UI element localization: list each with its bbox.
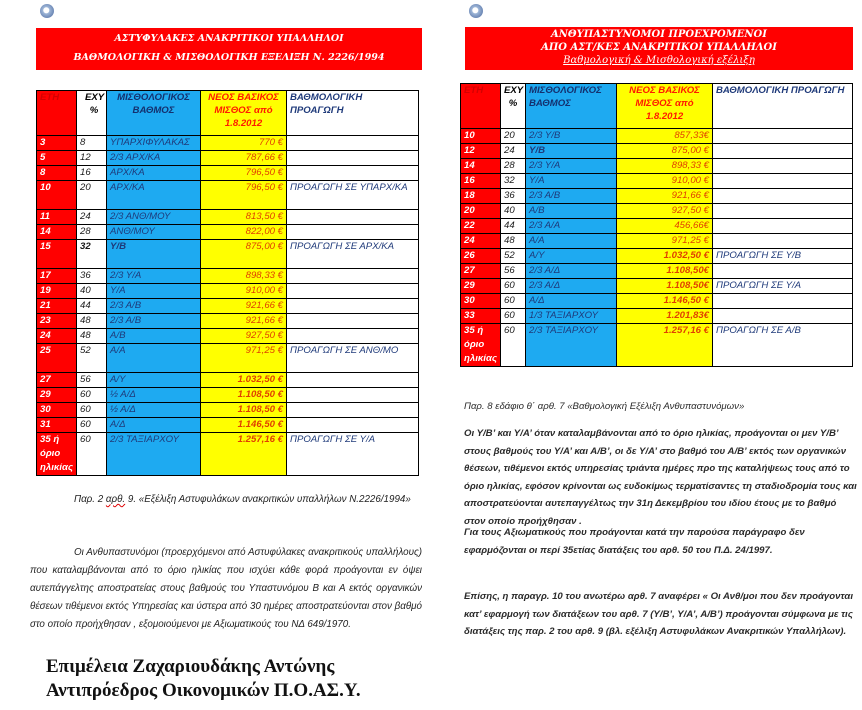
salary-cell: 921,66 € <box>201 299 287 314</box>
promotion-cell <box>713 144 853 159</box>
years-cell: 17 <box>37 269 77 284</box>
years-cell: 16 <box>461 174 501 189</box>
salary-cell: 971,25 € <box>201 344 287 373</box>
left-heading-rest: 9. «Εξέλιξη Αστυφυλάκων ανακριτικών υπαλλήλων Ν.2226/1994» <box>125 494 411 505</box>
years-cell: 29 <box>461 279 501 294</box>
salary-cell: 1.108,50€ <box>617 279 713 294</box>
salary-cell: 921,66 € <box>201 314 287 329</box>
table-row <box>461 189 853 204</box>
grade-cell: 2/3 ΤΑΞΙΑΡΧΟΥ <box>526 324 617 367</box>
exy-cell: 56 <box>501 264 526 279</box>
grade-cell: 1/3 ΤΑΞΙΑΡΧΟΥ <box>526 309 617 324</box>
header-grade: ΜΙΣΘΟΛΟΓΙΚΟΣ ΒΑΘΜΟΣ <box>107 91 201 136</box>
header-salary: ΝΕΟΣ ΒΑΣΙΚΟΣ ΜΙΣΘΟΣ από 1.8.2012 <box>201 91 287 136</box>
table-row <box>461 324 853 367</box>
promotion-cell <box>287 418 419 433</box>
exy-cell: 44 <box>501 219 526 234</box>
left-heading-prefix: Παρ. 2 <box>74 494 106 505</box>
grade-cell: 2/3 Α/Α <box>526 219 617 234</box>
promotion-cell <box>287 166 419 181</box>
salary-cell: 1.146,50 € <box>201 418 287 433</box>
years-cell: 14 <box>37 225 77 240</box>
right-title-line3: Βαθμολογική & Μισθολογική εξέλιξη <box>563 55 755 66</box>
grade-cell: Α/Β <box>526 204 617 219</box>
salary-cell: 875,00 € <box>201 240 287 269</box>
table-row <box>461 174 853 189</box>
salary-cell: 1.257,16 € <box>617 324 713 367</box>
header-exy-label: ΕΧΥ % <box>504 85 524 109</box>
table-row <box>37 166 419 181</box>
promotion-cell <box>287 403 419 418</box>
grade-cell: 2/3 Υ/Α <box>107 269 201 284</box>
promotion-cell: ΠΡΟΑΓΩΓΗ ΣΕ Υ/Α <box>287 433 419 476</box>
credit-line2: Αντιπρόεδρος Οικονομικών Π.Ο.ΑΣ.Υ. <box>46 680 361 701</box>
grade-cell: Α/Υ <box>526 249 617 264</box>
years-cell: 24 <box>461 234 501 249</box>
exy-cell: 60 <box>501 279 526 294</box>
table-row <box>461 219 853 234</box>
promotion-cell <box>713 159 853 174</box>
right-text-heading: Παρ. 8 εδάφιο θ΄ αρθ. 7 «Βαθμολογική Εξέλιξη Ανθυπαστυνόμων» <box>464 401 745 412</box>
exy-cell: 60 <box>501 324 526 367</box>
promotion-cell <box>713 174 853 189</box>
header-exy <box>77 91 107 136</box>
salary-cell: 787,66 € <box>201 151 287 166</box>
exy-cell: 32 <box>77 240 107 269</box>
header-grade: ΜΙΣΘΟΛΟΓΙΚΟΣ ΒΑΘΜΟΣ <box>526 84 617 129</box>
table-row <box>37 269 419 284</box>
grade-cell: ΑΡΧ/ΚΑ <box>107 166 201 181</box>
promotion-cell <box>713 189 853 204</box>
table-row <box>37 225 419 240</box>
grade-cell: 2/3 ΑΝΘ/ΜΟΥ <box>107 210 201 225</box>
promotion-cell <box>713 264 853 279</box>
table-row <box>461 279 853 294</box>
salary-cell: 1.108,50 € <box>201 388 287 403</box>
promotion-cell <box>287 151 419 166</box>
grade-cell: Υ/Β <box>107 240 201 269</box>
years-cell: 21 <box>37 299 77 314</box>
salary-cell: 898,33 € <box>201 269 287 284</box>
grade-cell: Α/Α <box>107 344 201 373</box>
years-cell: 33 <box>461 309 501 324</box>
grade-cell: Α/Α <box>526 234 617 249</box>
header-promotion: ΒΑΘΜΟΛΟΓΙΚΗ ΠΡΟΑΓΩΓΗ <box>287 91 419 136</box>
right-text-para3: Επίσης, η παραγρ. 10 του ανωτέρω αρθ. 7 αναφέρει « Οι Ανθ/μοι που δεν προάγονται κατ’ εφαρμογή των διατάξεων του αρθ. 7 (Υ/Β’, Υ/Α’, Α/Β’) προάγονται σύμφωνα με τις διατάξεις της παρ. 2 του αρθ. 9 (βλ. εξέλιξη Αστυφυλάκων Ανακριτικών Υπαλλήλων). <box>464 591 853 637</box>
years-cell: 11 <box>37 210 77 225</box>
promotion-cell: ΠΡΟΑΓΩΓΗ ΣΕ ΑΝΘ/ΜΟ <box>287 344 419 373</box>
years-cell: 10 <box>461 129 501 144</box>
exy-cell: 60 <box>501 309 526 324</box>
grade-cell: Υ/Α <box>107 284 201 299</box>
table-row <box>37 433 419 476</box>
years-cell: 26 <box>461 249 501 264</box>
table-row <box>461 264 853 279</box>
grade-cell: ½ Α/Δ <box>107 388 201 403</box>
right-title-line2: ΑΠΟ ΑΣΤ/ΚΕΣ ΑΝΑΚΡΙΤΙΚΟΙ ΥΠΑΛΛΗΛΟΙ <box>541 42 777 53</box>
grade-cell: Α/Β <box>107 329 201 344</box>
grade-cell: ½ Α/Δ <box>107 403 201 418</box>
promotion-cell <box>713 219 853 234</box>
exy-cell: 44 <box>77 299 107 314</box>
table-row <box>461 294 853 309</box>
header-salary: ΝΕΟΣ ΒΑΣΙΚΟΣ ΜΙΣΘΟΣ από 1.8.2012 <box>617 84 713 129</box>
right-title-banner <box>465 27 853 70</box>
years-cell: 29 <box>37 388 77 403</box>
salary-cell: 875,00 € <box>617 144 713 159</box>
left-title-line1: ΑΣΤΥΦΥΛΑΚΕΣ ΑΝΑΚΡΙΤΙΚΟΙ ΥΠΑΛΛΗΛΟΙ <box>114 33 344 44</box>
exy-cell: 60 <box>77 418 107 433</box>
exy-cell: 8 <box>77 136 107 151</box>
promotion-cell: ΠΡΟΑΓΩΓΗ ΣΕ Υ/Α <box>713 279 853 294</box>
table-row <box>37 284 419 299</box>
left-text-heading <box>30 491 422 509</box>
years-cell: 14 <box>461 159 501 174</box>
salary-cell: 796,50 € <box>201 166 287 181</box>
promotion-cell <box>287 388 419 403</box>
right-table-body <box>461 129 853 367</box>
years-cell: 3 <box>37 136 77 151</box>
salary-cell: 898,33 € <box>617 159 713 174</box>
grade-cell: ΑΡΧ/ΚΑ <box>107 181 201 210</box>
exy-cell: 28 <box>501 159 526 174</box>
years-cell: 8 <box>37 166 77 181</box>
salary-cell: 857,33€ <box>617 129 713 144</box>
years-cell: 24 <box>37 329 77 344</box>
credit-line1: Επιμέλεια Ζαχαριουδάκης Αντώνης <box>46 656 335 677</box>
table-row <box>37 418 419 433</box>
right-salary-table <box>460 83 853 367</box>
exy-cell: 48 <box>77 329 107 344</box>
promotion-cell <box>287 225 419 240</box>
grade-cell: 2/3 Α/Δ <box>526 279 617 294</box>
grade-cell: 2/3 ΤΑΞΙΑΡΧΟΥ <box>107 433 201 476</box>
table-row <box>461 159 853 174</box>
years-cell: 35 ή όριο ηλικίας <box>37 433 77 476</box>
promotion-cell: ΠΡΟΑΓΩΓΗ ΣΕ ΑΡΧ/ΚΑ <box>287 240 419 269</box>
salary-cell: 927,50 € <box>201 329 287 344</box>
table-row <box>461 234 853 249</box>
promotion-cell <box>713 204 853 219</box>
police-emblem-icon <box>40 4 54 18</box>
promotion-cell <box>713 294 853 309</box>
left-salary-table <box>36 90 419 476</box>
exy-cell: 16 <box>77 166 107 181</box>
grade-cell: 2/3 Α/Δ <box>526 264 617 279</box>
exy-cell: 36 <box>501 189 526 204</box>
header-promotion: ΒΑΘΜΟΛΟΓΙΚΗ ΠΡΟΑΓΩΓΗ <box>713 84 853 129</box>
promotion-cell: ΠΡΟΑΓΩΓΗ ΣΕ Υ/Β <box>713 249 853 264</box>
years-cell: 10 <box>37 181 77 210</box>
exy-cell: 24 <box>77 210 107 225</box>
promotion-cell: ΠΡΟΑΓΩΓΗ ΣΕ Α/Β <box>713 324 853 367</box>
exy-cell: 20 <box>501 129 526 144</box>
table-row <box>37 151 419 166</box>
salary-cell: 1.108,50€ <box>617 264 713 279</box>
promotion-cell <box>287 210 419 225</box>
years-cell: 20 <box>461 204 501 219</box>
table-row <box>37 181 419 210</box>
grade-cell: 2/3 Υ/Α <box>526 159 617 174</box>
exy-cell: 40 <box>501 204 526 219</box>
promotion-cell <box>713 309 853 324</box>
exy-cell: 60 <box>77 388 107 403</box>
grade-cell: 2/3 Α/Β <box>107 314 201 329</box>
exy-cell: 12 <box>77 151 107 166</box>
exy-cell: 24 <box>501 144 526 159</box>
years-cell: 5 <box>37 151 77 166</box>
salary-cell: 1.032,50 € <box>617 249 713 264</box>
promotion-cell <box>713 129 853 144</box>
grade-cell: 2/3 Α/Β <box>526 189 617 204</box>
years-cell: 30 <box>37 403 77 418</box>
salary-cell: 927,50 € <box>617 204 713 219</box>
salary-cell: 910,00 € <box>201 284 287 299</box>
exy-cell: 52 <box>501 249 526 264</box>
years-cell: 18 <box>461 189 501 204</box>
exy-cell: 48 <box>77 314 107 329</box>
exy-cell: 60 <box>77 433 107 476</box>
table-header-row <box>37 91 419 136</box>
grade-cell: Α/Υ <box>107 373 201 388</box>
years-cell: 30 <box>461 294 501 309</box>
salary-cell: 1.108,50 € <box>201 403 287 418</box>
salary-cell: 1.146,50 € <box>617 294 713 309</box>
table-header-row <box>461 84 853 129</box>
grade-cell: Υ/Β <box>526 144 617 159</box>
grade-cell: Α/Δ <box>107 418 201 433</box>
exy-cell: 40 <box>77 284 107 299</box>
grade-cell: 2/3 ΑΡΧ/ΚΑ <box>107 151 201 166</box>
left-title-line2: ΒΑΘΜΟΛΟΓΙΚΗ & ΜΙΣΘΟΛΟΓΙΚΗ ΕΞΕΛΙΞΗ Ν. 2226/1994 <box>73 52 385 63</box>
promotion-cell <box>287 314 419 329</box>
promotion-cell <box>287 329 419 344</box>
salary-cell: 1.257,16 € <box>201 433 287 476</box>
table-row <box>37 299 419 314</box>
salary-cell: 796,50 € <box>201 181 287 210</box>
exy-cell: 60 <box>501 294 526 309</box>
left-title-banner <box>36 28 422 70</box>
right-text-para2: Για τους Αξιωματικούς που προάγονται κατά την παρούσα παράγραφο δεν εφαρμόζονται οι περί 35ετίας διατάξεις του αρθ. 50 του Π.Δ. 24/1997. <box>464 527 805 556</box>
header-years: ΕΤΗ <box>461 84 501 129</box>
grade-cell: ΥΠΑΡΧΙΦΥΛΑΚΑΣ <box>107 136 201 151</box>
promotion-cell <box>713 234 853 249</box>
years-cell: 35 ή όριο ηλικίας <box>461 324 501 367</box>
promotion-cell <box>287 299 419 314</box>
grade-cell: ΑΝΘ/ΜΟΥ <box>107 225 201 240</box>
right-text-para1: Οι Υ/Β’ και Υ/Α’ όταν καταλαμβάνονται από το όριο ηλικίας, προάγονται οι μεν Υ/Β’ στους βαθμούς του Υ/Α’ και Α/Β’, οι δε Υ/Α’ στο βαθμό του Α/Β’ εκτός των οργανικών θέσεων, τιθέμενοι εκτός υπηρεσίας τριάντα ημέρες προ της καταλήψεως τους από το όριο ηλικίας, εφόσον κρίνονται ως ευδοκίμως τερματίσαντες τη σταδιοδρομία τους και αποστρατεύονται αυτεπαγγέλτως την 31η Δεκεμβρίου του ιδίου έτους με το βαθμό στον οποίο προήχθησαν . <box>464 428 857 527</box>
exy-cell: 60 <box>77 403 107 418</box>
salary-cell: 910,00 € <box>617 174 713 189</box>
years-cell: 12 <box>461 144 501 159</box>
table-row <box>461 249 853 264</box>
table-row <box>37 240 419 269</box>
table-row <box>37 388 419 403</box>
left-text-body: Οι Ανθυπαστυνόμοι (προερχόμενοι από Αστυφύλακες ανακριτικούς υπαλλήλους) που καταλαμβάνονται από το όριο ηλικίας που ισχύει κάθε φορά προάγονται εν όψει αυτεπάγγελτης αποστρατείας στους βαθμούς του Υπαστυνόμου Β και Α εκτός οργανικών θέσεων τιθέμενοι εκτός Υπηρεσίας και ύστερα από 30 ημέρες αποστρατεύονται στον βαθμό στο οποίο προήχθησαν , εξομοιούμενοι με Αξιωματικούς του ΝΔ 649/1970. <box>30 547 422 630</box>
table-row <box>461 129 853 144</box>
salary-cell: 456,66€ <box>617 219 713 234</box>
table-row <box>461 309 853 324</box>
table-row <box>37 314 419 329</box>
header-exy <box>501 84 526 129</box>
exy-cell: 48 <box>501 234 526 249</box>
years-cell: 19 <box>37 284 77 299</box>
left-heading-arth: αρθ. <box>105 494 126 505</box>
exy-cell: 28 <box>77 225 107 240</box>
salary-cell: 822,00 € <box>201 225 287 240</box>
grade-cell: Υ/Α <box>526 174 617 189</box>
salary-cell: 1.032,50 € <box>201 373 287 388</box>
promotion-cell <box>287 269 419 284</box>
salary-cell: 971,25 € <box>617 234 713 249</box>
years-cell: 22 <box>461 219 501 234</box>
salary-cell: 813,50 € <box>201 210 287 225</box>
promotion-cell <box>287 284 419 299</box>
table-row <box>37 210 419 225</box>
exy-cell: 32 <box>501 174 526 189</box>
years-cell: 23 <box>37 314 77 329</box>
salary-cell: 770 € <box>201 136 287 151</box>
promotion-cell <box>287 373 419 388</box>
promotion-cell: ΠΡΟΑΓΩΓΗ ΣΕ ΥΠΑΡΧ/ΚΑ <box>287 181 419 210</box>
header-exy-label: ΕΧΥ % <box>85 92 105 116</box>
grade-cell: 2/3 Υ/Β <box>526 129 617 144</box>
salary-cell: 1.201,83€ <box>617 309 713 324</box>
table-row <box>37 344 419 373</box>
exy-cell: 56 <box>77 373 107 388</box>
exy-cell: 36 <box>77 269 107 284</box>
years-cell: 31 <box>37 418 77 433</box>
header-years: ΕΤΗ <box>37 91 77 136</box>
grade-cell: Α/Δ <box>526 294 617 309</box>
years-cell: 27 <box>37 373 77 388</box>
exy-cell: 20 <box>77 181 107 210</box>
years-cell: 15 <box>37 240 77 269</box>
years-cell: 25 <box>37 344 77 373</box>
table-row <box>37 136 419 151</box>
table-row <box>37 329 419 344</box>
table-row <box>37 373 419 388</box>
grade-cell: 2/3 Α/Β <box>107 299 201 314</box>
salary-cell: 921,66 € <box>617 189 713 204</box>
left-table-body <box>37 136 419 476</box>
years-cell: 27 <box>461 264 501 279</box>
promotion-cell <box>287 136 419 151</box>
table-row <box>461 204 853 219</box>
police-emblem-icon <box>469 4 483 18</box>
exy-cell: 52 <box>77 344 107 373</box>
table-row <box>37 403 419 418</box>
table-row <box>461 144 853 159</box>
right-title-line1: ΑΝΘΥΠΑΣΤΥΝΟΜΟΙ ΠΡΟΕΧΡΟΜΕΝΟΙ <box>551 29 767 40</box>
